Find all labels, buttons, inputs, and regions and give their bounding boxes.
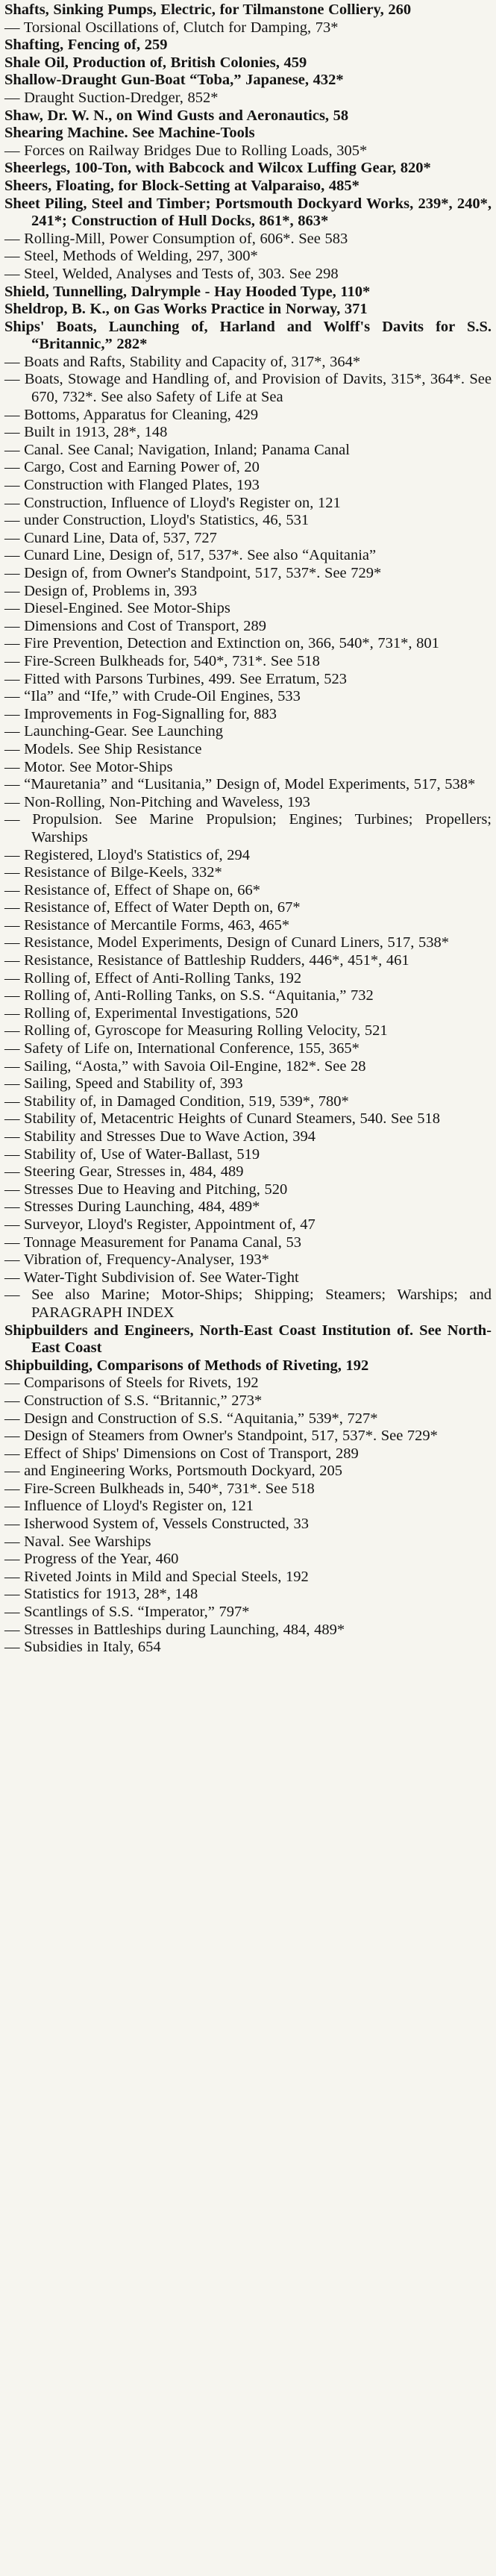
index-subentry: — Boats and Rafts, Stability and Capacity of, 317*, 364* (4, 353, 361, 370)
index-subentry: — Boats, Stowage and Handling of, and Provision of Davits, 315*, 364*. See 670, 732*. See also Safety of Life at Sea (4, 371, 492, 406)
index-subentry: — Construction of S.S. “Britannic,” 273* (4, 1392, 263, 1409)
index-subentry: — Stability of, Metacentric Heights of Cunard Steamers, 540. See 518 (4, 1110, 441, 1128)
index-subentry: — Construction, Influence of Lloyd's Register on, 121 (4, 494, 341, 511)
index-subentry: — Bottoms, Apparatus for Cleaning, 429 (4, 406, 259, 423)
index-subentry: — “Ila” and “Ife,” with Crude-Oil Engines, 533 (4, 688, 301, 705)
index-subentry: — Canal. See Canal; Navigation, Inland; Panama Canal (4, 441, 350, 458)
index-subentry: — Statistics for 1913, 28*, 148 (4, 1586, 198, 1603)
index-subentry: — Stability and Stresses Due to Wave Action, 394 (4, 1128, 316, 1145)
index-subentry: — Cargo, Cost and Earning Power of, 20 (4, 459, 260, 476)
index-subentry: — Effect of Ships' Dimensions on Cost of Transport, 289 (4, 1445, 359, 1462)
index-subentry: — Rolling-Mill, Power Consumption of, 606*. See 583 (4, 230, 348, 247)
index-subentry: — Non-Rolling, Non-Pitching and Waveless, 193 (4, 793, 310, 810)
index-subentry: — Forces on Railway Bridges Due to Rolling Loads, 305* (4, 142, 368, 159)
index-subentry: — Safety of Life on, International Conference, 155, 365* (4, 1040, 360, 1057)
index-subentry: — Registered, Lloyd's Statistics of, 294 (4, 846, 251, 863)
index-subentry: — Resistance, Model Experiments, Design of Cunard Liners, 517, 538* (4, 934, 450, 951)
index-subentry: — Fitted with Parsons Turbines, 499. See Erratum, 523 (4, 670, 347, 687)
index-heading-entry: Shipbuilders and Engineers, North-East Coast Institution of. See North-East Coast (4, 1322, 492, 1357)
index-heading-entry: Sheers, Floating, for Block-Setting at Valparaiso, 485* (4, 177, 360, 194)
index-subentry: — Stresses Due to Heaving and Pitching, 520 (4, 1181, 288, 1198)
index-subentry: — Propulsion. See Marine Propulsion; Engines; Turbines; Propellers; Warships (4, 811, 492, 845)
index-subentry: — Built in 1913, 28*, 148 (4, 424, 168, 441)
index-subentry: — Subsidies in Italy, 654 (4, 1639, 161, 1656)
index-subentry: — Design and Construction of S.S. “Aquitania,” 539*, 727* (4, 1410, 378, 1427)
index-subentry: — Motor. See Motor-Ships (4, 758, 173, 775)
index-subentry: — See also Marine; Motor-Ships; Shipping; Steamers; Warships; and PARAGRAPH INDEX (4, 1287, 492, 1321)
index-heading-entry: Shafts, Sinking Pumps, Electric, for Tilmanstone Colliery, 260 (4, 1, 412, 18)
index-subentry: — Stresses During Launching, 484, 489* (4, 1198, 260, 1216)
index-heading-entry: Ships' Boats, Launching of, Harland and Wolff's Davits for S.S. “Britannic,” 282* (4, 318, 492, 353)
index-heading-entry: Shipbuilding, Comparisons of Methods of Riveting, 192 (4, 1357, 369, 1374)
index-subentry: — and Engineering Works, Portsmouth Dockyard, 205 (4, 1463, 343, 1480)
index-subentry: — Rolling of, Anti-Rolling Tanks, on S.S. “Aquitania,” 732 (4, 987, 374, 1004)
index-subentry: — Tonnage Measurement for Panama Canal, 53 (4, 1234, 301, 1251)
index-heading-entry: Shield, Tunnelling, Dalrymple - Hay Hooded Type, 110* (4, 283, 371, 300)
index-subentry: — Draught Suction-Dredger, 852* (4, 89, 219, 106)
index-subentry: — Influence of Lloyd's Register on, 121 (4, 1498, 254, 1515)
index-heading-entry: Shafting, Fencing of, 259 (4, 37, 168, 54)
index-subentry: — Rolling of, Gyroscope for Measuring Rolling Velocity, 521 (4, 1022, 388, 1040)
index-subentry: — Stability of, Use of Water-Ballast, 519 (4, 1145, 260, 1163)
index-subentry: — Rolling of, Effect of Anti-Rolling Tanks, 192 (4, 969, 302, 987)
index-subentry: — Stresses in Battleships during Launching, 484, 489* (4, 1621, 345, 1638)
index-subentry: — Resistance of, Effect of Water Depth on, 67* (4, 899, 301, 916)
index-subentry: — “Mauretania” and “Lusitania,” Design of, Model Experiments, 517, 538* (4, 776, 476, 793)
index-subentry: — Cunard Line, Data of, 537, 727 (4, 529, 217, 546)
index-subentry: — Isherwood System of, Vessels Constructed, 33 (4, 1516, 310, 1533)
index-subentry: — Models. See Ship Resistance (4, 740, 202, 757)
index-subentry: — Vibration of, Frequency-Analyser, 193* (4, 1251, 269, 1269)
index-subentry: — Sailing, Speed and Stability of, 393 (4, 1075, 243, 1092)
index-subentry: — Cunard Line, Design of, 517, 537*. See also “Aquitania” (4, 547, 377, 564)
index-subentry: — Design of, Problems in, 393 (4, 582, 198, 599)
index-subentry: — Fire-Screen Bulkheads in, 540*, 731*. See 518 (4, 1480, 315, 1497)
index-subentry: — Dimensions and Cost of Transport, 289 (4, 617, 266, 634)
index-heading-entry: Shaw, Dr. W. N., on Wind Gusts and Aeronautics, 58 (4, 107, 349, 124)
index-subentry: — Resistance of Bilge-Keels, 332* (4, 864, 222, 881)
index-heading-entry: Sheet Piling, Steel and Timber; Portsmouth Dockyard Works, 239*, 240*, 241*; Construction of Hull Docks, 861*, 863* (4, 195, 492, 230)
index-subentry: — Steel, Welded, Analyses and Tests of, 303. See 298 (4, 265, 339, 282)
index-subentry: — Rolling of, Experimental Investigations, 520 (4, 1004, 298, 1022)
index-subentry: — Fire Prevention, Detection and Extinction on, 366, 540*, 731*, 801 (4, 635, 439, 652)
index-subentry: — Progress of the Year, 460 (4, 1551, 179, 1568)
index-subentry: — Steel, Methods of Welding, 297, 300* (4, 248, 258, 265)
index-heading-entry: Shallow-Draught Gun-Boat “Toba,” Japanese, 432* (4, 72, 344, 89)
index-heading-entry: Sheerlegs, 100-Ton, with Babcock and Wilcox Luffing Gear, 820* (4, 160, 431, 177)
index-subentry: — Resistance, Resistance of Battleship Rudders, 446*, 451*, 461 (4, 952, 409, 969)
index-subentry: — Improvements in Fog-Signalling for, 883 (4, 705, 277, 722)
index-subentry: — Riveted Joints in Mild and Special Steels, 192 (4, 1568, 309, 1585)
index-subentry: — under Construction, Lloyd's Statistics, 46, 531 (4, 512, 310, 529)
index-subentry: — Scantlings of S.S. “Imperator,” 797* (4, 1604, 250, 1621)
index-subentry: — Water-Tight Subdivision of. See Water-Tight (4, 1269, 299, 1286)
index-subentry: — Design of, from Owner's Standpoint, 517, 537*. See 729* (4, 565, 382, 581)
index-subentry: — Launching-Gear. See Launching (4, 723, 223, 740)
index-subentry: — Construction with Flanged Plates, 193 (4, 477, 260, 494)
index-subentry: — Resistance of Mercantile Forms, 463, 465* (4, 916, 290, 934)
index-subentry: — Surveyor, Lloyd's Register, Appointment of, 47 (4, 1216, 316, 1233)
index-subentry: — Comparisons of Steels for Rivets, 192 (4, 1375, 259, 1392)
index-subentry: — Stability of, in Damaged Condition, 519, 539*, 780* (4, 1092, 349, 1110)
index-heading-entry: Shearing Machine. See Machine-Tools (4, 125, 255, 142)
index-subentry: — Fire-Screen Bulkheads for, 540*, 731*. See 518 (4, 652, 320, 669)
index-subentry: — Steering Gear, Stresses in, 484, 489 (4, 1163, 244, 1181)
index-subentry: — Design of Steamers from Owner's Standpoint, 517, 537*. See 729* (4, 1428, 438, 1445)
index-subentry: — Torsional Oscillations of, Clutch for Damping, 73* (4, 19, 339, 36)
index-subentry: — Naval. See Warships (4, 1533, 151, 1550)
index-heading-entry: Shale Oil, Production of, British Colonies, 459 (4, 54, 307, 71)
index-subentry: — Sailing, “Aosta,” with Savoia Oil-Engine, 182*. See 28 (4, 1057, 366, 1075)
index-subentry: — Diesel-Engined. See Motor-Ships (4, 600, 230, 617)
index-heading-entry: Sheldrop, B. K., on Gas Works Practice in Norway, 371 (4, 301, 368, 318)
index-subentry: — Resistance of, Effect of Shape on, 66* (4, 881, 260, 898)
